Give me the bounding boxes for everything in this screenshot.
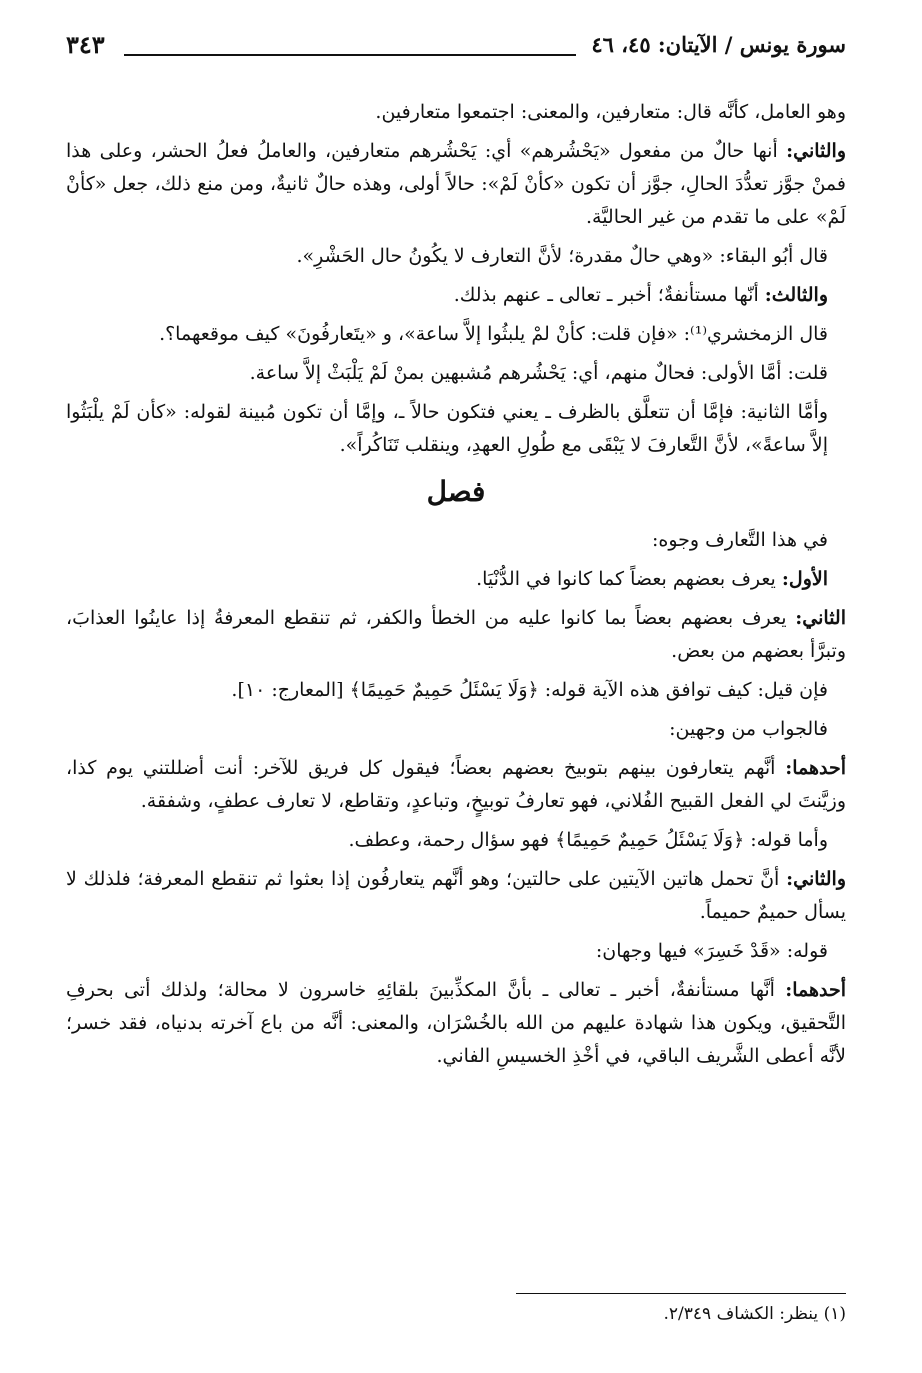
running-title: سورة يونس / الآيتان: ٤٥، ٤٦ [591,32,846,57]
footnote: (١) ينظر: الكشاف ٢/٣٤٩. [663,1304,846,1324]
paragraph-text: في هذا التَّعارف وجوه: [651,529,828,551]
paragraph-term: والثاني: [786,140,846,162]
paragraph-text: يعرف بعضهم بعضاً بما كانوا عليه من الخطأ والكفر، ثم تنقطع المعرفةُ إذا عاينُوا العذابَ، وتبرَّأ بعضهم من بعض. [66,607,846,662]
paragraph-term: الأول: [781,568,828,590]
paragraph [66,135,846,234]
paragraph-text: وأمَّا الثانية: فإمَّا أن تتعلَّق بالظرف ـ يعني فتكون حالاً ـ، وإمَّا أن تكون مُبينة لقوله: «كأن لَمْ يلْبَثُوا إلاَّ ساعةً»، لأنَّ التَّعارفَ لا يَبْقَى مع طُولِ العهدِ، وينقلب تَنَاكُراً». [66,401,828,456]
paragraph-text: أنّها مستأنفةٌ؛ أخبر ـ تعالى ـ عنهم بذلك. [453,284,765,306]
section-title: فصل [426,475,486,508]
paragraph-text: قال الزمخشري⁽¹⁾: «فإن قلت: كأنْ لمْ يلبثُوا إلاَّ ساعة»، و «يتَعارفُونَ» كيف موقعهما؟. [159,323,828,345]
paragraph [66,863,846,929]
paragraph-text: أنَّها مستأنفةٌ، أخبر ـ تعالى ـ بأنَّ المكذِّبينَ بلقائِهِ خاسرون لا محالة؛ ولذلك أتى بحرفِ التَّحقيق، ويكون هذا شهادة عليهم من الله بالخُسْرَان، والمعنى: أنَّه من باع آخرته بدنياه، فقد خسر؛ لأنَّه أعطى الشَّريف الباقي، في أخْذِ الخسيسِ الفاني. [66,979,846,1067]
paragraph-text: أنَّ تحمل هاتين الآيتين على حالتين؛ وهو أنَّهم يتعارفُون إذا بعثوا ثم تنقطع المعرفة؛ فلذلك لا يسأل حميمٌ حميماً. [66,868,846,923]
paragraph-text: قوله: «قَدْ خَسِرَ» فيها وجهان: [595,940,828,962]
header-rule [124,54,576,56]
paragraph [66,240,846,273]
body-text [66,96,846,1073]
paragraph [66,935,846,968]
paragraph [66,674,846,707]
paragraph-text: وهو العامل، كأنَّه قال: متعارفين، والمعنى: اجتمعوا متعارفين. [375,101,846,123]
paragraph-term: والثاني: [786,868,846,890]
paragraph-text: قلت: أمَّا الأولى: فحالٌ منهم، أي: يَحْشُرهم مُشبهين بمنْ لَمْ يَلْبَثْ إلاَّ ساعة. [249,362,828,384]
paragraph-term: والثالث: [764,284,828,306]
book-page [66,30,846,1350]
paragraph-text: وأما قوله: ﴿وَلَا يَسْئَلُ حَمِيمٌ حَمِيمًا﴾ فهو سؤال رحمة، وعطف. [348,829,828,851]
paragraph-text: يعرف بعضهم بعضاً كما كانوا في الدُّنْيَا. [476,568,782,590]
paragraph-text: فالجواب من وجهين: [669,718,828,740]
paragraph-text: أنها حالٌ من مفعول «يَحْشُرهم» أي: يَحْشُرهم متعارفين، والعاملُ فعلُ الحشر، وعلى هذا فمنْ جوَّز تعدُّدَ الحالِ، جوَّز أن تكون «كأنْ لَمْ»: حالاً أولى، وهذه حالٌ ثانيةٌ، ومن منع ذلك، جعل «كأنْ لَمْ» على ما تقدم من غير الحاليَّة. [66,140,846,228]
page-number: ٣٤٣ [66,30,105,59]
paragraph [66,974,846,1073]
paragraph [66,396,846,462]
paragraph [66,279,846,312]
paragraph-text: فإن قيل: كيف توافق هذه الآية قوله: ﴿وَلَا يَسْئَلُ حَمِيمٌ حَمِيمًا﴾ [المعارج: ١٠]. [231,679,828,701]
paragraph [66,96,846,129]
paragraph-text: أنَّهم يتعارفون بينهم بتوبيخ بعضهم بعضاً؛ فيقول كل فريق للآخر: أنت أضللتني يوم كذا، وزيَّنتَ لي الفعل القبيح الفُلاني، فهو تعارفُ توبيخٍ، وتباعدٍ، وتقاطع، لا تعارف عطفٍ، وشفقة. [66,757,846,812]
paragraph [66,563,846,596]
paragraph [66,824,846,857]
paragraph-term: أحدهما: [785,757,846,779]
paragraph-term: أحدهما: [785,979,846,1001]
paragraph [66,713,846,746]
paragraph-text: قال أبُو البقاء: «وهي حالٌ مقدرة؛ لأنَّ التعارف لا يكُونُ حال الحَشْرِ». [296,245,828,267]
paragraph [66,524,846,557]
footnote-rule [516,1293,846,1294]
paragraph [66,602,846,668]
paragraph-term: الثاني: [795,607,846,629]
paragraph [66,318,846,351]
paragraph [66,357,846,390]
paragraph [66,752,846,818]
page-header [66,30,846,82]
